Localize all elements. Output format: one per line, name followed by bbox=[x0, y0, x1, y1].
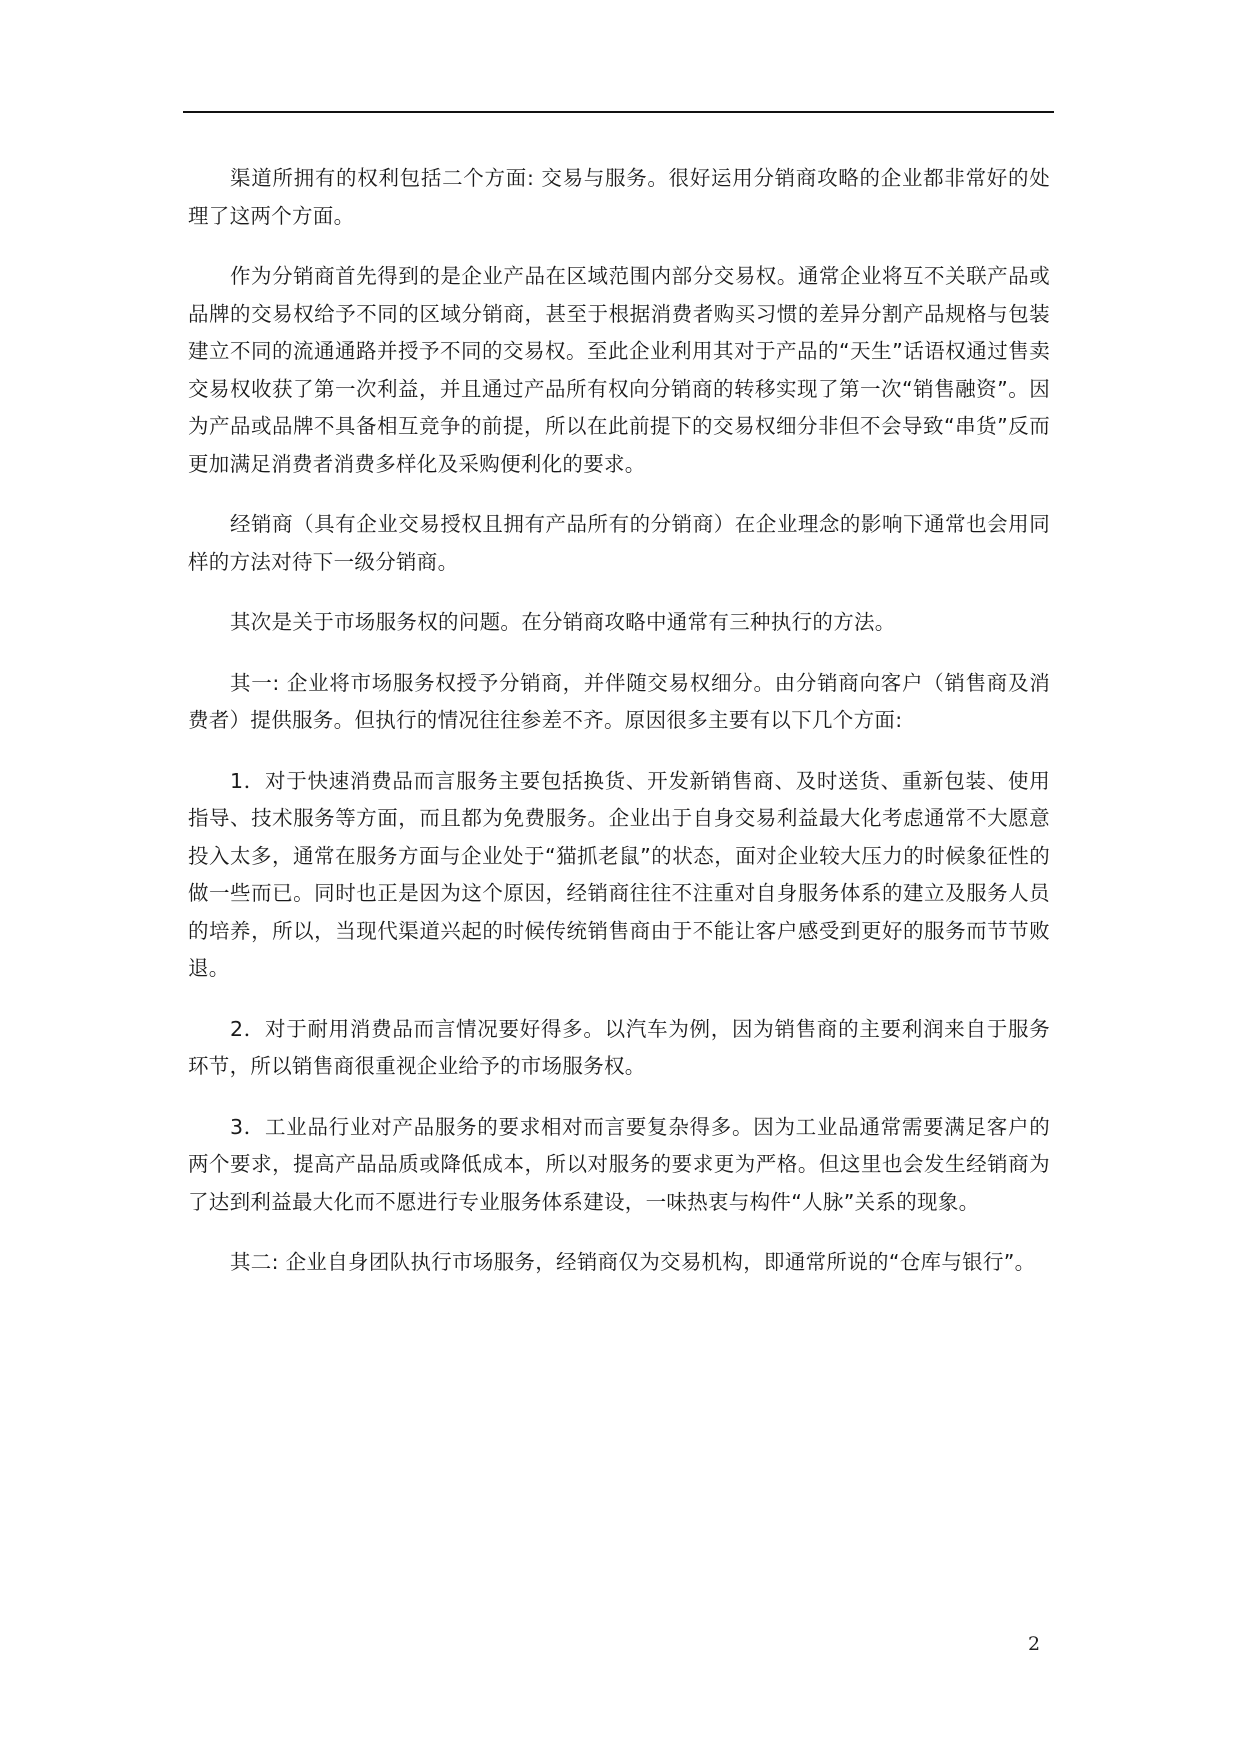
page-body bbox=[188, 160, 1050, 1305]
paragraph-method-one: 其一: 企业将市场服务权授予分销商，并伴随交易权细分。由分销商向客户（销售商及消费者）提供服务。但执行的情况往往参差不齐。原因很多主要有以下几个方面: bbox=[188, 670, 1050, 732]
paragraph-method-two: 其二: 企业自身团队执行市场服务，经销商仅为交易机构，即通常所说的“仓库与银行”。 bbox=[230, 1250, 1036, 1274]
paragraph-point-durables: 2．对于耐用消费品而言情况要好得多。以汽车为例，因为销售商的主要利润来自于服务环节，所以销售商很重视企业给予的市场服务权。 bbox=[188, 1016, 1050, 1078]
header-rule bbox=[183, 111, 1054, 113]
paragraph-distributor-method: 经销商（具有企业交易授权且拥有产品所有的分销商）在企业理念的影响下通常也会用同样的方法对待下一级分销商。 bbox=[188, 512, 1050, 574]
page-number: 2 bbox=[1028, 1633, 1041, 1655]
paragraph-channel-rights: 渠道所拥有的权利包括二个方面: 交易与服务。很好运用分销商攻略的企业都非常好的处理了这两个方面。 bbox=[188, 166, 1050, 228]
paragraph-trading-rights: 作为分销商首先得到的是企业产品在区域范围内部分交易权。通常企业将互不关联产品或品牌的交易权给予不同的区域分销商，甚至于根据消费者购买习惯的差异分割产品规格与包装建立不同的流通通路并授予不同的交易权。至此企业利用其对于产品的“天生”话语权通过售卖交易权收获了第一次利益，并且通过产品所有权向分销商的转移实现了第一次“销售融资”。因为产品或品牌不具备相互竞争的前提，所以在此前提下的交易权细分非但不会导致“串货”反而更加满足消费者消费多样化及采购便利化的要求。 bbox=[188, 264, 1050, 476]
paragraph-point-fmcg: 1．对于快速消费品而言服务主要包括换货、开发新销售商、及时送货、重新包装、使用指导、技术服务等方面，而且都为免费服务。企业出于自身交易利益最大化考虑通常不大愿意投入太多，通常在服务方面与企业处于“猫抓老鼠”的状态，面对企业较大压力的时候象征性的做一些而已。同时也正是因为这个原因，经销商往往不注重对自身服务体系的建立及服务人员的培养，所以，当现代渠道兴起的时候传统销售商由于不能让客户感受到更好的服务而节节败退。 bbox=[188, 768, 1050, 980]
paragraph-service-rights-intro: 其次是关于市场服务权的问题。在分销商攻略中通常有三种执行的方法。 bbox=[230, 610, 896, 634]
paragraph-point-industrial: 3．工业品行业对产品服务的要求相对而言要复杂得多。因为工业品通常需要满足客户的两个要求，提高产品品质或降低成本，所以对服务的要求更为严格。但这里也会发生经销商为了达到利益最大化而不愿进行专业服务体系建设，一味热衷与构件“人脉”关系的现象。 bbox=[188, 1114, 1050, 1214]
